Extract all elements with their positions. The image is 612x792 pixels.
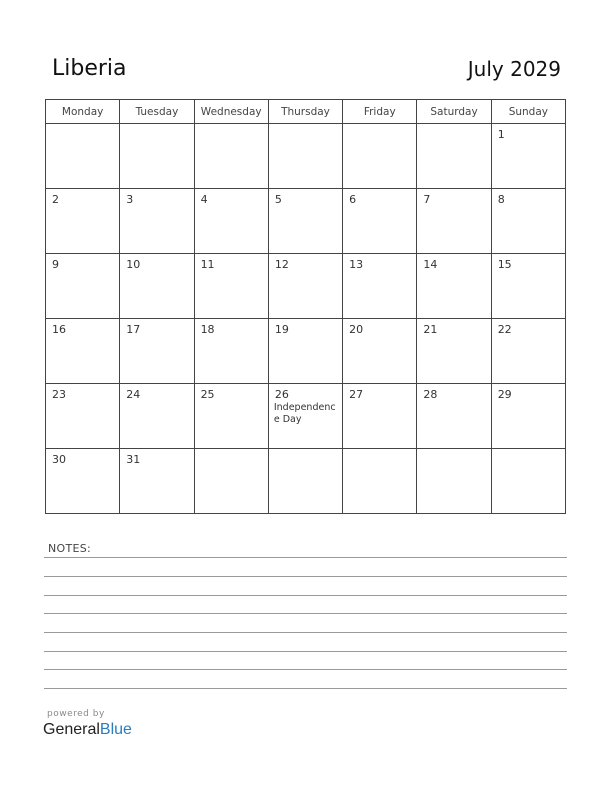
day-number: 5 bbox=[274, 193, 282, 206]
day-number: 12 bbox=[274, 258, 289, 271]
week-row bbox=[46, 124, 566, 189]
week-row bbox=[46, 384, 566, 449]
day-number: 17 bbox=[126, 323, 141, 336]
notes-line bbox=[44, 595, 567, 596]
day-cell bbox=[491, 319, 565, 384]
day-cell bbox=[491, 189, 565, 254]
day-number: 18 bbox=[200, 323, 215, 336]
day-number: 2 bbox=[52, 193, 59, 206]
day-cell bbox=[343, 124, 417, 189]
day-cell bbox=[268, 449, 342, 514]
day-cell bbox=[417, 189, 491, 254]
month-year-title: July 2029 bbox=[467, 57, 561, 81]
day-number: 20 bbox=[349, 323, 364, 336]
day-cell bbox=[268, 189, 342, 254]
day-cell bbox=[491, 124, 565, 189]
day-cell bbox=[46, 384, 120, 449]
day-cell bbox=[46, 319, 120, 384]
day-number: 11 bbox=[200, 258, 215, 271]
day-number: 6 bbox=[349, 193, 357, 206]
week-row bbox=[46, 254, 566, 319]
day-cell bbox=[417, 124, 491, 189]
day-number: 28 bbox=[423, 388, 438, 401]
day-cell bbox=[343, 254, 417, 319]
day-number: 8 bbox=[497, 193, 505, 206]
weekday-sunday: Sunday bbox=[491, 100, 565, 124]
day-number: 21 bbox=[423, 323, 438, 336]
day-number: 29 bbox=[497, 388, 512, 401]
country-title: Liberia bbox=[52, 56, 127, 81]
day-number: 7 bbox=[423, 193, 431, 206]
day-cell bbox=[194, 254, 268, 319]
brand-logo bbox=[43, 721, 132, 739]
notes-line bbox=[44, 613, 567, 614]
day-cell-holiday bbox=[268, 384, 342, 449]
day-number: 26 bbox=[274, 388, 289, 401]
day-number: 25 bbox=[200, 388, 215, 401]
day-number: 30 bbox=[52, 453, 66, 466]
day-number: 4 bbox=[200, 193, 208, 206]
day-cell bbox=[343, 384, 417, 449]
day-number: 16 bbox=[52, 323, 66, 336]
day-cell bbox=[120, 319, 194, 384]
day-cell bbox=[343, 189, 417, 254]
day-number: 10 bbox=[126, 258, 141, 271]
day-number: 19 bbox=[274, 323, 289, 336]
day-cell bbox=[120, 124, 194, 189]
day-cell bbox=[46, 449, 120, 514]
weekday-thursday: Thursday bbox=[268, 100, 342, 124]
week-row bbox=[46, 449, 566, 514]
day-cell bbox=[417, 384, 491, 449]
weekday-wednesday: Wednesday bbox=[194, 100, 268, 124]
day-number: 1 bbox=[497, 128, 505, 141]
notes-line bbox=[44, 669, 567, 670]
day-number: 23 bbox=[52, 388, 66, 401]
brand-part-blue: Blue bbox=[99, 721, 132, 738]
weekday-monday: Monday bbox=[46, 100, 120, 124]
weekday-header-row bbox=[46, 100, 566, 124]
day-cell bbox=[194, 449, 268, 514]
weekday-saturday: Saturday bbox=[417, 100, 491, 124]
day-cell bbox=[194, 124, 268, 189]
day-cell bbox=[417, 254, 491, 319]
day-cell bbox=[194, 384, 268, 449]
day-cell bbox=[194, 189, 268, 254]
day-cell bbox=[343, 319, 417, 384]
day-cell bbox=[46, 189, 120, 254]
notes-line bbox=[44, 688, 567, 689]
day-cell bbox=[120, 189, 194, 254]
day-number: 14 bbox=[423, 258, 438, 271]
notes-line bbox=[44, 576, 567, 577]
notes-line bbox=[44, 651, 567, 652]
day-cell bbox=[268, 319, 342, 384]
day-cell bbox=[194, 319, 268, 384]
day-cell bbox=[417, 319, 491, 384]
notes-line bbox=[44, 632, 567, 633]
holiday-label: Independence Day bbox=[273, 402, 336, 425]
day-cell bbox=[268, 254, 342, 319]
brand-part-general: General bbox=[43, 721, 100, 738]
day-number: 31 bbox=[126, 453, 141, 466]
day-cell bbox=[417, 449, 491, 514]
day-number: 24 bbox=[126, 388, 141, 401]
weekday-tuesday: Tuesday bbox=[120, 100, 194, 124]
day-cell bbox=[46, 254, 120, 319]
day-cell bbox=[491, 254, 565, 319]
day-number: 13 bbox=[349, 258, 364, 271]
day-number: 3 bbox=[126, 193, 134, 206]
calendar-grid bbox=[45, 99, 566, 514]
day-cell bbox=[120, 449, 194, 514]
day-cell bbox=[343, 449, 417, 514]
week-row bbox=[46, 189, 566, 254]
day-cell bbox=[120, 384, 194, 449]
day-cell bbox=[491, 384, 565, 449]
day-number: 27 bbox=[349, 388, 364, 401]
day-cell bbox=[491, 449, 565, 514]
day-number: 22 bbox=[497, 323, 512, 336]
notes-label: NOTES: bbox=[48, 542, 92, 555]
notes-line bbox=[44, 557, 567, 558]
day-number: 9 bbox=[52, 258, 59, 271]
week-row bbox=[46, 319, 566, 384]
day-number: 15 bbox=[497, 258, 512, 271]
day-cell bbox=[268, 124, 342, 189]
day-cell bbox=[46, 124, 120, 189]
day-cell bbox=[120, 254, 194, 319]
powered-by-text: powered by bbox=[47, 709, 105, 719]
weekday-friday: Friday bbox=[343, 100, 417, 124]
